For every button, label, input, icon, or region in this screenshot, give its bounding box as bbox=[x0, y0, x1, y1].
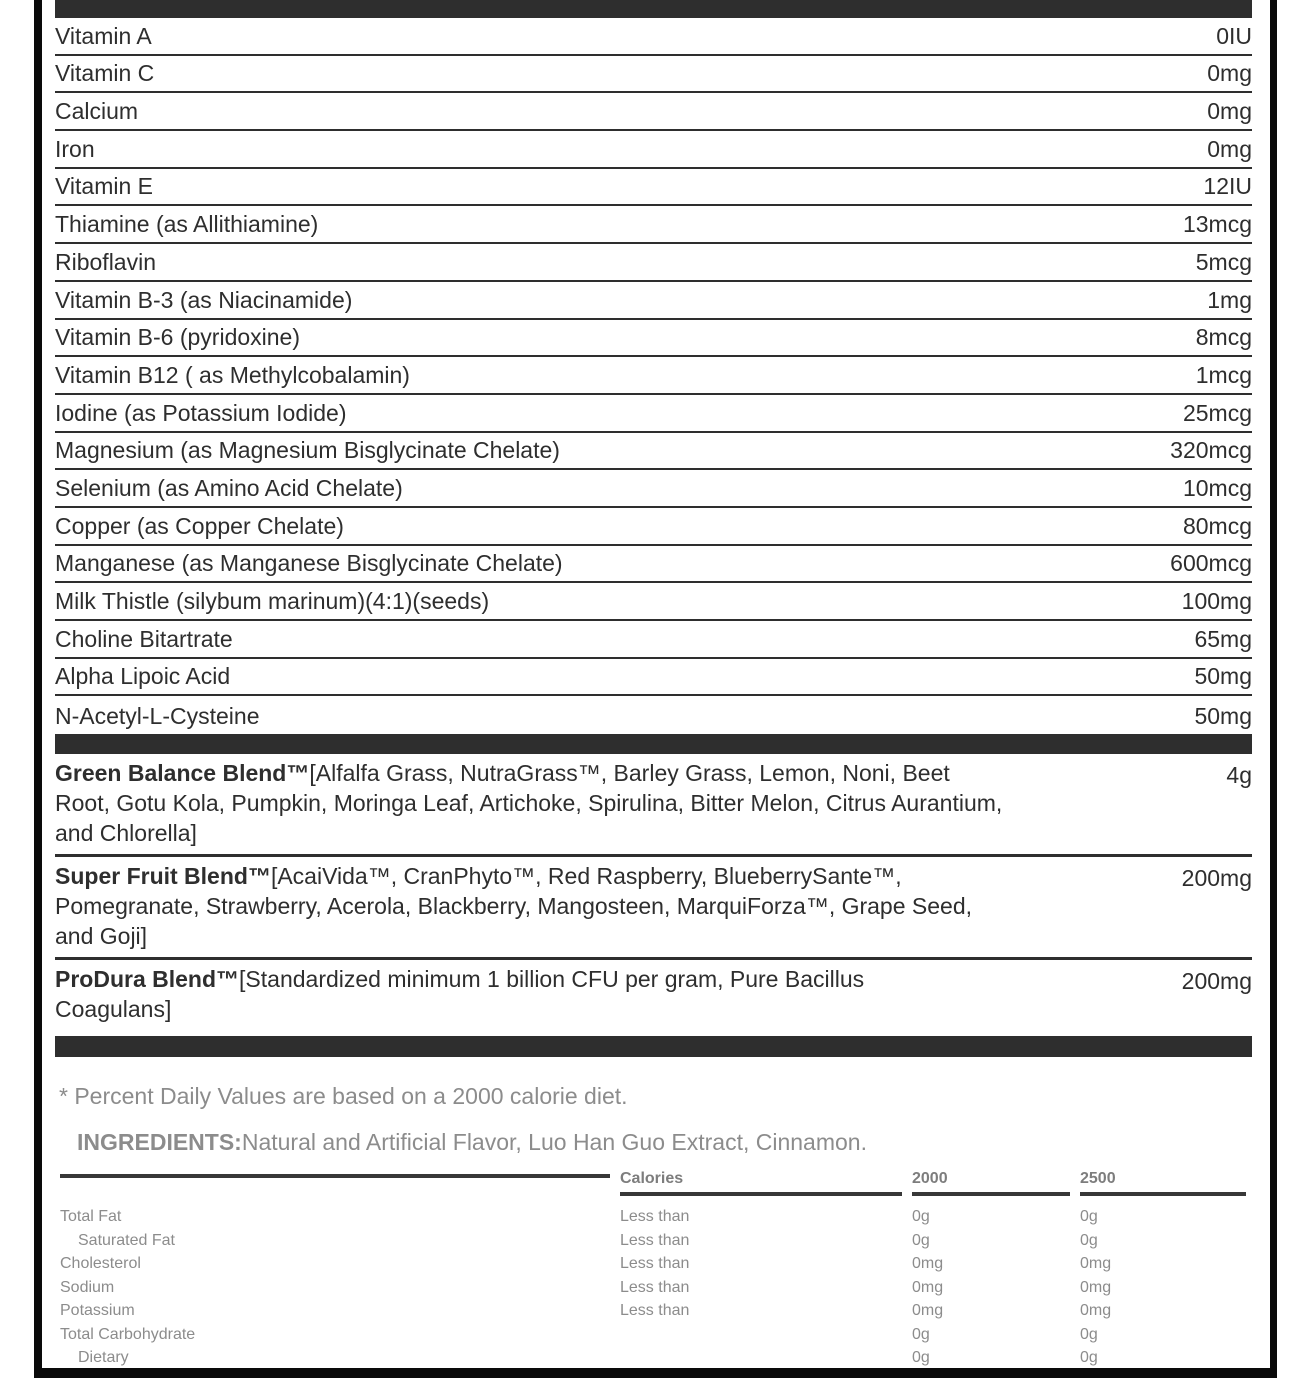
nutrient-name: Choline Bitartrate bbox=[55, 625, 233, 652]
nutrient-row bbox=[55, 244, 1252, 282]
nutrient-name: Iodine (as Potassium Iodide) bbox=[55, 399, 347, 426]
dv-row-qualifier bbox=[620, 1346, 912, 1370]
nutrient-amount: 50mg bbox=[1194, 663, 1252, 690]
nutrient-name: Vitamin B-3 (as Niacinamide) bbox=[55, 286, 353, 313]
ingredients-line bbox=[77, 1129, 1252, 1156]
blend-description: [Standardized minimum 1 billion CFU per gram, Pure Bacillus bbox=[239, 966, 865, 993]
dv-row-label: Total Fat bbox=[60, 1208, 122, 1226]
header-underline bbox=[912, 1192, 1070, 1196]
nutrient-amount: 5mcg bbox=[1195, 248, 1252, 275]
blend-description: [AcaiVida™, CranPhyto™, Red Raspberry, BlueberrySante™, bbox=[270, 863, 902, 890]
nutrient-name: Vitamin E bbox=[55, 173, 154, 200]
blend-line: Coagulans] bbox=[55, 996, 172, 1023]
dv-header-calories: Calories bbox=[620, 1170, 912, 1199]
nutrient-name: Calcium bbox=[55, 98, 139, 125]
nutrient-amount: 8mcg bbox=[1195, 324, 1252, 351]
header-underline bbox=[60, 1174, 610, 1178]
nutrient-row bbox=[55, 56, 1252, 94]
dv-row-qualifier: Less than bbox=[620, 1255, 690, 1273]
nutrient-name: Thiamine (as Allithiamine) bbox=[55, 211, 319, 238]
blend-amount: 200mg bbox=[1181, 968, 1252, 995]
dv-row-2000: 0g bbox=[912, 1325, 930, 1343]
dv-row-2000: 0g bbox=[912, 1231, 930, 1249]
nutrient-row bbox=[55, 696, 1252, 734]
ingredients-label: INGREDIENTS: bbox=[77, 1129, 242, 1156]
blend-line bbox=[55, 964, 1252, 994]
nutrient-amount: 320mcg bbox=[1170, 437, 1252, 464]
dv-row-label: Potassium bbox=[60, 1302, 135, 1320]
nutrient-name: N-Acetyl-L-Cysteine bbox=[55, 703, 260, 730]
blend-amount: 4g bbox=[1226, 762, 1252, 789]
dv-row-2500: 0mg bbox=[1080, 1255, 1112, 1273]
nutrient-row bbox=[55, 320, 1252, 358]
section-divider-bar bbox=[55, 734, 1252, 754]
nutrient-row bbox=[55, 357, 1252, 395]
blend-line: Root, Gotu Kola, Pumpkin, Moringa Leaf, Artichoke, Spirulina, Bitter Melon, Citrus Aurantium, bbox=[55, 790, 1003, 817]
nutrient-row bbox=[55, 282, 1252, 320]
nutrient-amount: 12IU bbox=[1203, 173, 1252, 200]
nutrient-row bbox=[55, 395, 1252, 433]
header-underline bbox=[1080, 1192, 1246, 1196]
nutrient-name: Selenium (as Amino Acid Chelate) bbox=[55, 474, 403, 501]
dv-row-label: Cholesterol bbox=[60, 1255, 141, 1273]
dv-row-2500: 0g bbox=[1080, 1208, 1098, 1226]
dv-row-qualifier: Less than bbox=[620, 1231, 690, 1249]
dv-row-2500: 0g bbox=[1080, 1349, 1098, 1367]
nutrient-row bbox=[55, 18, 1252, 56]
nutrient-name: Manganese (as Manganese Bisglycinate Chelate) bbox=[55, 550, 563, 577]
blend-amount: 200mg bbox=[1181, 865, 1252, 892]
nutrient-amount: 10mcg bbox=[1182, 474, 1252, 501]
nutrient-amount: 0mg bbox=[1207, 135, 1252, 162]
nutrient-amount: 1mcg bbox=[1195, 361, 1252, 388]
nutrient-amount: 1mg bbox=[1207, 286, 1252, 313]
dv-row-2500: 0g bbox=[1080, 1231, 1098, 1249]
dv-row-2000: 0g bbox=[912, 1208, 930, 1226]
blend-name: Green Balance Blend™ bbox=[55, 760, 310, 787]
blend-green-balance bbox=[55, 754, 1252, 857]
nutrient-name: Magnesium (as Magnesium Bisglycinate Chelate) bbox=[55, 437, 560, 464]
nutrient-name: Copper (as Copper Chelate) bbox=[55, 512, 344, 539]
dv-row-2000: 0g bbox=[912, 1349, 930, 1367]
dv-row-qualifier bbox=[620, 1323, 912, 1347]
nutrient-name: Milk Thistle (silybum marinum)(4:1)(seeds) bbox=[55, 588, 490, 614]
nutrient-row bbox=[55, 169, 1252, 207]
nutrient-amount: 0mg bbox=[1207, 98, 1252, 125]
blend-line bbox=[55, 861, 1252, 891]
nutrient-amount: 13mcg bbox=[1182, 211, 1252, 238]
dv-row-label: Total Carbohydrate bbox=[60, 1325, 196, 1343]
nutrient-row bbox=[55, 433, 1252, 471]
blend-line: Pomegranate, Strawberry, Acerola, Blackberry, Mangosteen, MarquiForza™, Grape Seed, bbox=[55, 893, 973, 920]
blend-line: and Chlorella] bbox=[55, 820, 197, 847]
dv-row-label: Saturated Fat bbox=[78, 1231, 175, 1249]
section-divider-bar bbox=[55, 1036, 1252, 1057]
dv-header-2500: 2500 bbox=[1080, 1170, 1246, 1199]
header-underline bbox=[620, 1192, 902, 1196]
blend-name: ProDura Blend™ bbox=[55, 966, 240, 993]
blend-super-fruit bbox=[55, 857, 1252, 960]
blend-name: Super Fruit Blend™ bbox=[55, 863, 271, 890]
nutrient-name: Vitamin A bbox=[55, 22, 152, 49]
nutrient-amount: 65mg bbox=[1194, 625, 1252, 652]
dv-row-2500: 0mg bbox=[1080, 1278, 1112, 1296]
blend-produra bbox=[55, 960, 1252, 1030]
dv-row-qualifier: Less than bbox=[620, 1208, 690, 1226]
nutrient-name: Vitamin B12 ( as Methylcobalamin) bbox=[55, 361, 410, 388]
nutrient-amount: 25mcg bbox=[1182, 399, 1252, 426]
dv-row-qualifier: Less than bbox=[620, 1302, 690, 1320]
blend-line: and Goji] bbox=[55, 923, 148, 950]
daily-value-footnote: * Percent Daily Values are based on a 2000 calorie diet. bbox=[59, 1083, 628, 1110]
nutrient-row bbox=[55, 621, 1252, 659]
nutrient-name: Vitamin C bbox=[55, 60, 155, 87]
nutrient-row bbox=[55, 131, 1252, 169]
nutrient-list bbox=[55, 18, 1252, 734]
nutrient-amount: 600mcg bbox=[1170, 550, 1252, 577]
nutrient-amount: 0mg bbox=[1207, 60, 1252, 87]
nutrient-row bbox=[55, 508, 1252, 546]
nutrient-row bbox=[55, 206, 1252, 244]
nutrient-amount: 80mcg bbox=[1182, 512, 1252, 539]
header-divider-bar bbox=[55, 0, 1252, 18]
nutrient-name: Vitamin B-6 (pyridoxine) bbox=[55, 324, 301, 351]
label-content bbox=[55, 0, 1252, 1370]
nutrient-amount: 100mg bbox=[1181, 588, 1252, 614]
daily-values-grid bbox=[60, 1170, 1246, 1370]
nutrient-row bbox=[55, 583, 1252, 621]
dv-row-2000: 0mg bbox=[912, 1302, 944, 1320]
dv-row-label: Sodium bbox=[60, 1278, 115, 1296]
dv-row-2500: 0mg bbox=[1080, 1302, 1112, 1320]
dv-header-2000: 2000 bbox=[912, 1170, 1080, 1199]
daily-values-table bbox=[60, 1170, 1246, 1370]
nutrient-name: Iron bbox=[55, 135, 95, 162]
nutrient-row bbox=[55, 93, 1252, 131]
dv-row-2000: 0mg bbox=[912, 1278, 944, 1296]
nutrient-row bbox=[55, 546, 1252, 584]
nutrient-name: Riboflavin bbox=[55, 248, 156, 275]
dv-header-empty bbox=[60, 1170, 620, 1199]
nutrient-name: Alpha Lipoic Acid bbox=[55, 663, 231, 690]
nutrient-amount: 50mg bbox=[1194, 703, 1252, 730]
dv-row-2000: 0mg bbox=[912, 1255, 944, 1273]
dv-row-qualifier: Less than bbox=[620, 1278, 690, 1296]
ingredients-text: Natural and Artificial Flavor, Luo Han Guo Extract, Cinnamon. bbox=[241, 1129, 867, 1156]
dv-row-label: Dietary bbox=[78, 1349, 129, 1367]
label-border-left bbox=[34, 0, 42, 1378]
nutrient-row bbox=[55, 659, 1252, 697]
blend-description: [Alfalfa Grass, NutraGrass™, Barley Grass, Lemon, Noni, Beet bbox=[309, 760, 950, 787]
blend-line bbox=[55, 758, 1252, 788]
dv-row-2500: 0g bbox=[1080, 1325, 1098, 1343]
label-border-right bbox=[1270, 0, 1277, 1378]
nutrient-row bbox=[55, 470, 1252, 508]
nutrient-amount: 0IU bbox=[1216, 22, 1252, 49]
